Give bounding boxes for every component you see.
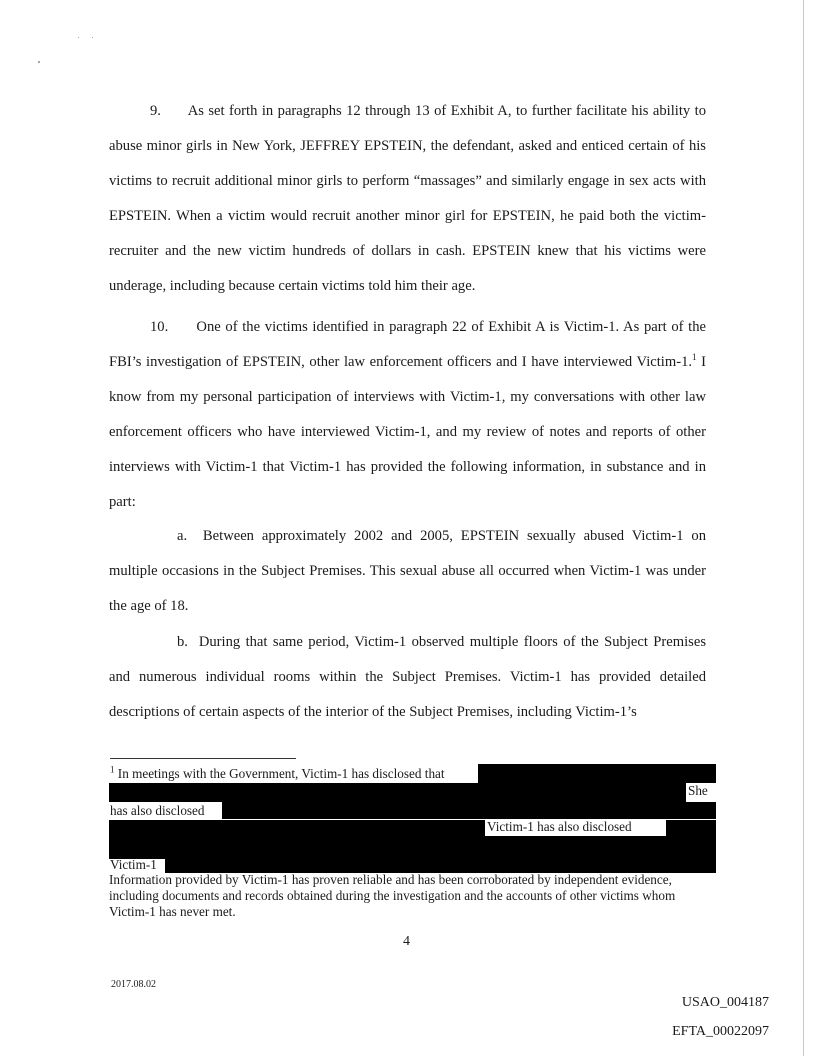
- footnote-has-also-disclosed: has also disclosed: [110, 803, 205, 818]
- subparagraph-label: b.: [177, 634, 188, 650]
- footnote-separator: [110, 758, 296, 759]
- scan-speck: [92, 37, 93, 38]
- paragraph-10: [109, 310, 706, 520]
- redaction-bar: [109, 820, 485, 859]
- redaction-bar: [478, 764, 716, 783]
- scan-edge-line: [803, 0, 804, 1056]
- redaction-bar: [109, 783, 686, 802]
- footnote-she: She: [688, 783, 708, 798]
- subparagraph-label: a.: [177, 528, 188, 544]
- footnote-victim1: Victim-1: [110, 857, 157, 872]
- paragraph-text: One of the victims identified in paragraph 22 of Exhibit A is Victim-1. As part of the FBI’s investigation of EPSTEIN, other law enforcement officers and I have interviewed Victim-1.: [109, 319, 706, 370]
- redaction-bar: [485, 836, 716, 859]
- paragraph-text: I know from my personal participation of interviews with Victim-1, my conversations with other law enforcement officers who have interviewed Victim-1, and my review of notes and reports of other interviews with Victim-1 that Victim-1 has provided the following information, in substance and in part:: [109, 354, 706, 510]
- date-stamp: 2017.08.02: [111, 979, 156, 990]
- subparagraph-a: [109, 519, 706, 624]
- bates-efta: EFTA_00022097: [672, 1024, 769, 1039]
- bates-usao: USAO_004187: [681, 995, 769, 1010]
- scan-speck: [78, 37, 79, 38]
- subparagraph-b: [109, 625, 706, 730]
- footnote-marker: 1: [110, 764, 115, 775]
- paragraph-number: 9.: [150, 103, 161, 119]
- footnote-text: In meetings with the Government, Victim-1 has disclosed that: [117, 766, 445, 781]
- paragraph-number: 10.: [150, 319, 169, 335]
- redaction-bar: [222, 802, 716, 819]
- scan-speck: [38, 61, 40, 63]
- redaction-bar: [165, 857, 716, 873]
- paragraph-9: [109, 94, 706, 304]
- footnote-victim1-also-disclosed: Victim-1 has also disclosed: [487, 819, 632, 834]
- footnote-closing: Information provided by Victim-1 has proven reliable and has been corroborated by independent evidence, including documents and records obtained during the investigation and the accounts of other victims whom Victim-1 has never met.: [109, 872, 676, 919]
- footnote-reference[interactable]: 1: [692, 352, 697, 363]
- footnote-line-1: [110, 766, 445, 782]
- page-number: 4: [403, 934, 410, 949]
- subparagraph-text: Between approximately 2002 and 2005, EPSTEIN sexually abused Victim-1 on multiple occasions in the Subject Premises. This sexual abuse all occurred when Victim-1 was under the age of 18.: [109, 528, 706, 614]
- paragraph-text: As set forth in paragraphs 12 through 13 of Exhibit A, to further facilitate his ability to abuse minor girls in New York, JEFFREY EPSTEIN, the defendant, asked and enticed certain of his victims to recruit additional minor girls to perform “massages” and similarly engage in sex acts with EPSTEIN. When a victim would recruit another minor girl for EPSTEIN, he paid both the victim-recruiter and the new victim hundreds of dollars in cash. EPSTEIN knew that his victims were underage, including because certain victims told him their age.: [109, 103, 706, 294]
- subparagraph-text: During that same period, Victim-1 observed multiple floors of the Subject Premises and numerous individual rooms within the Subject Premises. Victim-1 has provided detailed descriptions of certain aspects of the interior of the Subject Premises, including Victim-1’s: [109, 634, 707, 720]
